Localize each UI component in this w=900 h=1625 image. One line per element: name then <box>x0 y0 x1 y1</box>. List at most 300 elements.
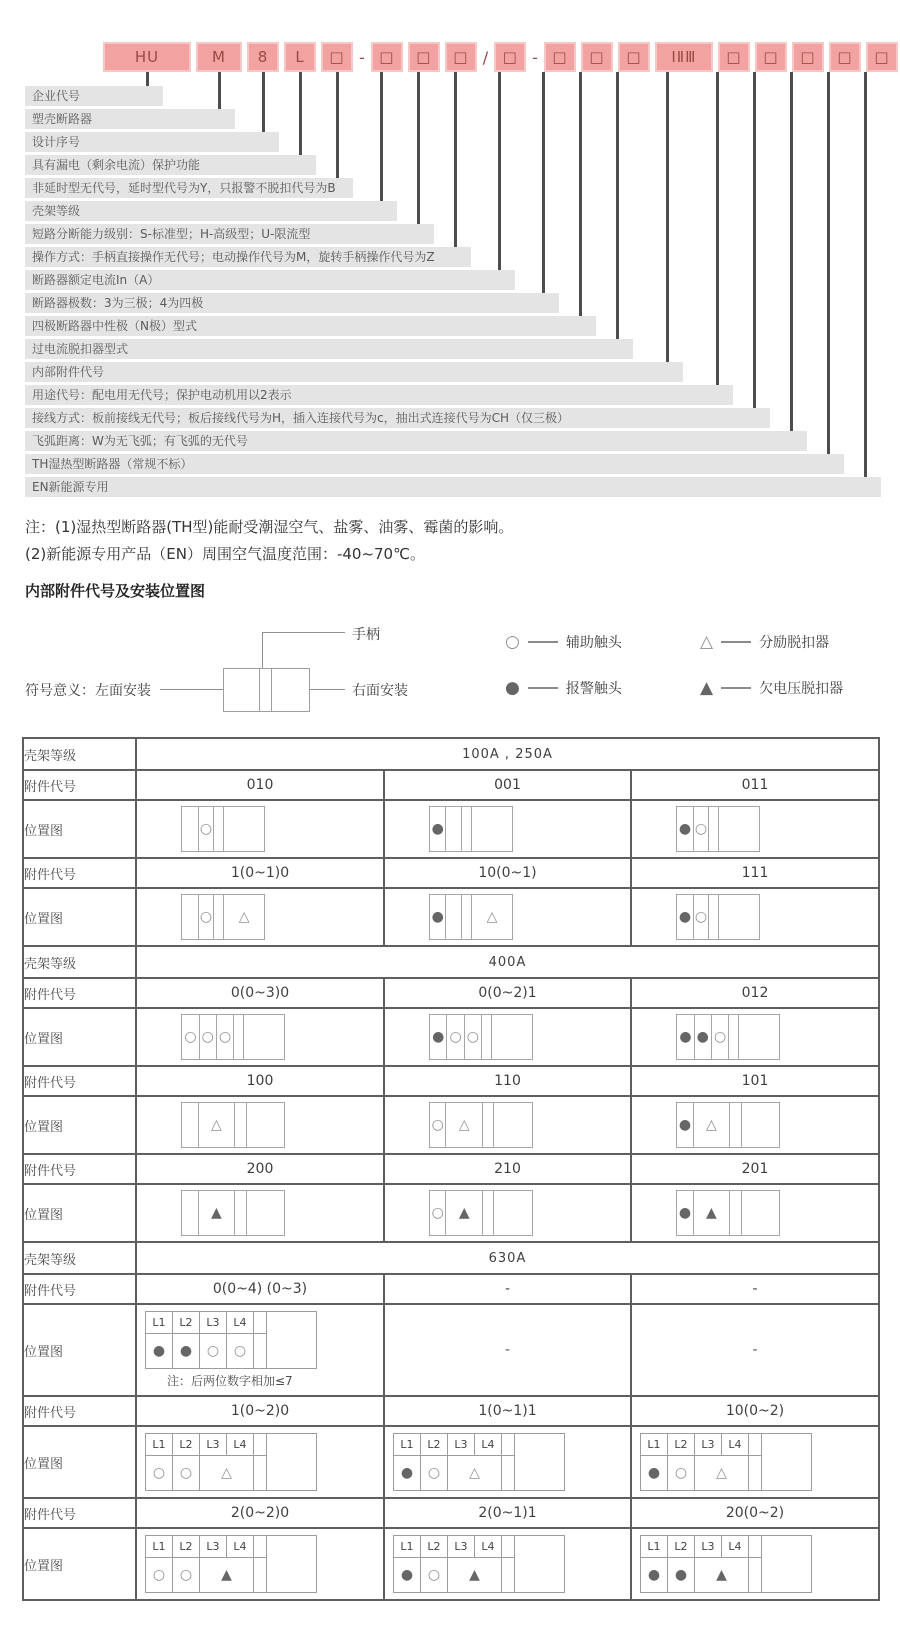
accessory-code-row <box>23 1154 879 1184</box>
alarm-contact-icon: ● <box>696 1029 709 1045</box>
diagram-compartment <box>247 1191 285 1235</box>
position-diagram <box>429 894 513 940</box>
diagram-compartment <box>235 1191 246 1235</box>
pole-body-cell <box>173 1558 200 1592</box>
diagram-compartment <box>447 1015 464 1059</box>
model-code-box: □ <box>494 42 526 72</box>
model-code-separator: / <box>482 47 489 67</box>
pole-body-cell-span <box>695 1456 749 1490</box>
shunt-release-icon: △ <box>706 1117 717 1133</box>
frame-level-value: 400A <box>136 946 879 978</box>
position-diagram-row <box>23 888 879 946</box>
pole-header-cell: L2 <box>173 1434 200 1456</box>
diagram-compartment <box>182 807 198 851</box>
auxiliary-contact-icon: ○ <box>184 1029 197 1045</box>
segment-label: TH湿热型断路器（常规不标） <box>25 454 844 474</box>
position-diagram <box>181 1014 285 1060</box>
alarm-contact-icon: ● <box>678 1205 692 1221</box>
accessory-code-row <box>23 770 879 800</box>
pole-body-cell <box>146 1456 173 1490</box>
diagram-compartment <box>677 895 693 939</box>
segment-label: 设计序号 <box>25 132 279 152</box>
breaker-handle-slot <box>260 669 272 711</box>
breaker-outline <box>640 1535 812 1593</box>
position-diagram-row <box>23 1528 879 1600</box>
auxiliary-contact-icon: ○ <box>179 1567 193 1583</box>
position-grid-diagram <box>393 1433 565 1491</box>
position-diagram <box>429 1014 533 1060</box>
legend-dash <box>528 687 558 689</box>
left-connector-line <box>160 689 223 690</box>
undervoltage-release-icon: ▲ <box>211 1205 222 1221</box>
pole-header-cell-narrow <box>749 1536 762 1558</box>
pole-header-cell: L3 <box>448 1536 475 1558</box>
handle-label: 手柄 <box>352 627 380 643</box>
row-header-position: 位置图 <box>23 1096 136 1154</box>
position-diagram-cell <box>631 1426 879 1498</box>
position-diagram <box>429 1102 533 1148</box>
accessory-code-value: 201 <box>631 1154 879 1184</box>
position-diagram-row <box>23 800 879 858</box>
diagram-compartment <box>483 1191 494 1235</box>
diagram-compartment <box>709 807 719 851</box>
position-diagram <box>181 1190 285 1236</box>
model-code-separator: - <box>359 47 365 67</box>
breaker-empty-area <box>515 1434 564 1490</box>
diagram-compartment <box>430 1015 447 1059</box>
legend-item-label: 辅助触头 <box>565 635 622 651</box>
right-connector-line <box>310 689 345 690</box>
alarm-contact-icon: ● <box>647 1567 661 1583</box>
position-diagram <box>676 1190 780 1236</box>
position-diagram-cell <box>384 1426 631 1498</box>
connector-line <box>454 72 457 247</box>
pole-grid <box>146 1434 267 1490</box>
diagram-compartment <box>712 1015 729 1059</box>
model-code-box: □ <box>408 42 440 72</box>
diagram-compartment <box>200 1015 217 1059</box>
pole-body-cell-narrow <box>749 1558 762 1592</box>
connector-line <box>864 72 867 477</box>
undervoltage-release-icon: ▲ <box>221 1567 232 1583</box>
pole-body-cell <box>668 1558 695 1592</box>
section-title: 内部附件代号及安装位置图 <box>25 582 206 600</box>
segment-label: 企业代号 <box>25 86 163 106</box>
pole-body-cell-narrow <box>749 1456 762 1490</box>
shunt-release-icon: △ <box>211 1117 222 1133</box>
diagram-compartment <box>199 1191 236 1235</box>
pole-body-cell <box>146 1558 173 1592</box>
segment-label: 四极断路器中性极（N极）型式 <box>25 316 596 336</box>
model-code-boxes-row <box>103 42 898 72</box>
accessory-code-value: 10(0~2) <box>631 1396 879 1426</box>
pole-header-cell: L4 <box>722 1434 749 1456</box>
pole-body-cell <box>421 1456 448 1490</box>
auxiliary-contact-icon: ○ <box>505 631 520 652</box>
legend-item-shunt-release <box>700 632 829 652</box>
pole-header-cell: L3 <box>200 1434 227 1456</box>
position-diagram-row <box>23 1008 879 1066</box>
alarm-contact-icon: ● <box>505 677 520 698</box>
segment-label: 断路器极数：3为三极；4为四极 <box>25 293 559 313</box>
diagram-compartment <box>709 895 719 939</box>
breaker-outline <box>145 1311 317 1369</box>
diagram-compartment <box>446 895 462 939</box>
auxiliary-contact-icon: ○ <box>152 1567 166 1583</box>
connector-line <box>542 72 545 293</box>
pole-header-cell-narrow <box>254 1536 267 1558</box>
breaker-empty-area <box>267 1312 316 1368</box>
diagram-compartment <box>742 1103 780 1147</box>
pole-header-cell: L1 <box>146 1536 173 1558</box>
row-header-accessory-code: 附件代号 <box>23 1154 136 1184</box>
accessory-code-row <box>23 1396 879 1426</box>
diagram-compartment <box>730 1103 741 1147</box>
segment-label: 塑壳断路器 <box>25 109 235 129</box>
alarm-contact-icon: ● <box>431 909 444 925</box>
auxiliary-contact-icon: ○ <box>427 1465 441 1481</box>
pole-body-cell-narrow <box>254 1334 267 1368</box>
grid-note: 注：后两位数字相加≤7 <box>167 1374 293 1388</box>
accessory-code-row <box>23 1066 879 1096</box>
diagram-compartment <box>494 1191 532 1235</box>
model-code-box: □ <box>321 42 353 72</box>
diagram-compartment <box>462 807 472 851</box>
breaker-empty-area <box>267 1434 316 1490</box>
position-diagram-cell <box>384 888 631 946</box>
pole-body-cell <box>394 1558 421 1592</box>
accessory-code-value: 210 <box>384 1154 631 1184</box>
legend-item-auxiliary-contact <box>505 632 622 652</box>
diagram-compartment <box>430 807 446 851</box>
position-diagram-cell-empty: - <box>384 1304 631 1396</box>
diagram-compartment <box>462 895 472 939</box>
model-code-box: □ <box>866 42 898 72</box>
connector-line <box>336 72 339 178</box>
connector-line <box>498 72 501 270</box>
alarm-contact-icon: ● <box>152 1343 166 1359</box>
pole-header-cell-narrow <box>254 1434 267 1456</box>
accessory-code-value: 001 <box>384 770 631 800</box>
pole-header-cell: L4 <box>227 1434 254 1456</box>
row-header-position: 位置图 <box>23 800 136 858</box>
accessory-code-value: 1(0~1)0 <box>136 858 384 888</box>
accessory-code-row <box>23 1498 879 1528</box>
breaker-empty-area <box>267 1536 316 1592</box>
accessory-code-value: 1(0~1)1 <box>384 1396 631 1426</box>
accessory-code-value: 110 <box>384 1066 631 1096</box>
pole-header-cell: L1 <box>641 1434 668 1456</box>
shunt-release-icon: △ <box>221 1465 232 1481</box>
frame-level-row <box>23 1242 879 1274</box>
pole-body-cell-narrow <box>502 1558 515 1592</box>
undervoltage-release-icon: ▲ <box>458 1205 470 1221</box>
diagram-compartment <box>483 1103 494 1147</box>
diagram-compartment <box>214 807 224 851</box>
alarm-contact-icon: ● <box>179 1343 193 1359</box>
position-diagram-cell <box>631 1184 879 1242</box>
position-diagram-row <box>23 1096 879 1154</box>
connector-line <box>262 72 265 132</box>
model-code-box: HU <box>103 42 191 72</box>
auxiliary-contact-icon: ○ <box>431 1205 444 1221</box>
shunt-release-icon: △ <box>469 1465 480 1481</box>
model-code-box: □ <box>544 42 576 72</box>
handle-connector-vertical <box>262 632 263 668</box>
diagram-compartment <box>224 807 264 851</box>
pole-grid <box>641 1536 762 1592</box>
pole-header-cell: L4 <box>227 1536 254 1558</box>
frame-level-row <box>23 738 879 770</box>
pole-header-cell: L1 <box>641 1536 668 1558</box>
diagram-compartment <box>719 807 759 851</box>
accessory-code-value: 20(0~2) <box>631 1498 879 1528</box>
auxiliary-contact-icon: ○ <box>199 909 213 925</box>
pole-header-cell: L1 <box>146 1434 173 1456</box>
pole-body-cell <box>421 1558 448 1592</box>
diagram-compartment <box>729 1015 739 1059</box>
pole-body-cell <box>173 1334 200 1368</box>
auxiliary-contact-icon: ○ <box>152 1465 166 1481</box>
position-diagram-cell <box>384 1096 631 1154</box>
auxiliary-contact-icon: ○ <box>233 1343 247 1359</box>
row-header-accessory-code: 附件代号 <box>23 978 136 1008</box>
position-diagram-cell <box>136 800 384 858</box>
segment-label: 具有漏电（剩余电流）保护功能 <box>25 155 316 175</box>
auxiliary-contact-icon: ○ <box>199 821 213 837</box>
position-diagram-cell <box>136 1096 384 1154</box>
diagram-compartment <box>235 1103 246 1147</box>
symbol-meaning-left-label: 符号意义：左面安装 <box>25 683 151 699</box>
undervoltage-release-icon: ▲ <box>716 1567 727 1583</box>
breaker-empty-area <box>762 1536 811 1592</box>
position-grid-diagram <box>145 1535 317 1593</box>
diagram-compartment <box>695 1015 712 1059</box>
diagram-compartment <box>482 1015 492 1059</box>
diagram-compartment <box>677 1103 693 1147</box>
accessory-code-value: 2(0~2)0 <box>136 1498 384 1528</box>
position-diagram <box>429 806 513 852</box>
row-header-frame-level: 壳架等级 <box>23 738 136 770</box>
pole-header-cell: L3 <box>448 1434 475 1456</box>
legend-item-label: 分励脱扣器 <box>759 635 830 651</box>
model-code-separator: - <box>532 47 538 67</box>
position-diagram-cell <box>384 1184 631 1242</box>
row-header-position: 位置图 <box>23 1184 136 1242</box>
position-grid-diagram <box>640 1535 812 1593</box>
position-diagram <box>181 1102 285 1148</box>
accessory-code-value: 200 <box>136 1154 384 1184</box>
diagram-compartment <box>694 807 710 851</box>
pole-body-cell-span <box>200 1456 254 1490</box>
accessory-code-value: 010 <box>136 770 384 800</box>
auxiliary-contact-icon: ○ <box>427 1567 441 1583</box>
segment-label: EN新能源专用 <box>25 477 881 497</box>
shunt-release-icon: △ <box>716 1465 727 1481</box>
accessory-code-value: 2(0~1)1 <box>384 1498 631 1528</box>
row-header-frame-level: 壳架等级 <box>23 946 136 978</box>
diagram-compartment <box>182 895 198 939</box>
shunt-release-icon: △ <box>458 1117 470 1133</box>
shunt-release-icon: △ <box>486 909 498 925</box>
pole-body-cell <box>668 1456 695 1490</box>
breaker-outline <box>640 1433 812 1491</box>
row-header-accessory-code: 附件代号 <box>23 858 136 888</box>
pole-body-cell-span <box>200 1558 254 1592</box>
pole-header-cell: L3 <box>200 1536 227 1558</box>
segment-label: 操作方式：手柄直接操作无代号；电动操作代号为M，旋转手柄操作代号为Z <box>25 247 471 267</box>
pole-header-cell: L2 <box>668 1434 695 1456</box>
auxiliary-contact-icon: ○ <box>449 1029 462 1045</box>
diagram-compartment <box>730 1191 741 1235</box>
diagram-compartment <box>199 1103 236 1147</box>
breaker-empty-area <box>762 1434 811 1490</box>
diagram-compartment <box>494 1103 532 1147</box>
pole-header-cell-narrow <box>502 1434 515 1456</box>
position-diagram <box>181 806 265 852</box>
pole-header-cell: L2 <box>421 1434 448 1456</box>
diagram-compartment <box>472 807 512 851</box>
diagram-compartment <box>199 895 215 939</box>
diagram-compartment <box>446 1103 483 1147</box>
accessory-code-value: 111 <box>631 858 879 888</box>
position-diagram-cell <box>631 1528 879 1600</box>
diagram-compartment <box>217 1015 234 1059</box>
position-grid-diagram <box>145 1311 317 1369</box>
model-code-box: M <box>196 42 242 72</box>
diagram-compartment <box>446 807 462 851</box>
position-diagram <box>676 894 760 940</box>
breaker-left-compartment <box>224 669 260 711</box>
diagram-compartment <box>677 1015 694 1059</box>
pole-grid <box>146 1312 267 1368</box>
row-header-accessory-code: 附件代号 <box>23 1066 136 1096</box>
connector-line <box>666 72 669 362</box>
accessory-code-row <box>23 978 879 1008</box>
segment-label: 过电流脱扣器型式 <box>25 339 633 359</box>
model-code-box: L <box>284 42 316 72</box>
connector-line <box>146 72 149 86</box>
pole-header-cell: L1 <box>394 1536 421 1558</box>
position-diagram-cell-empty: - <box>631 1304 879 1396</box>
segment-label: 非延时型无代号，延时型代号为Y，只报警不脱扣代号为B <box>25 178 353 198</box>
legend-item-alarm-contact <box>505 678 622 698</box>
pole-grid <box>394 1536 515 1592</box>
accessory-code-value: 10(0~1) <box>384 858 631 888</box>
pole-body-cell-span <box>448 1558 502 1592</box>
frame-level-row <box>23 946 879 978</box>
position-diagram-cell <box>631 1096 879 1154</box>
legend-item-label: 欠电压脱扣器 <box>759 681 844 697</box>
model-code-box: □ <box>581 42 613 72</box>
frame-level-value: 100A , 250A <box>136 738 879 770</box>
diagram-compartment <box>677 1191 693 1235</box>
breaker-right-compartment <box>272 669 309 711</box>
pole-body-cell <box>200 1334 227 1368</box>
model-code-box: 8 <box>247 42 279 72</box>
undervoltage-release-icon: ▲ <box>706 1205 717 1221</box>
pole-body-cell-span <box>695 1558 749 1592</box>
auxiliary-contact-icon: ○ <box>713 1029 727 1045</box>
breaker-outline <box>393 1433 565 1491</box>
pole-header-cell: L3 <box>695 1434 722 1456</box>
auxiliary-contact-icon: ○ <box>466 1029 480 1045</box>
diagram-compartment <box>694 1103 731 1147</box>
accessory-code-value: 012 <box>631 978 879 1008</box>
pole-body-cell-span <box>448 1456 502 1490</box>
pole-body-cell <box>394 1456 421 1490</box>
accessory-code-value: 011 <box>631 770 879 800</box>
segment-label: 接线方式：板前接线无代号；板后接线代号为H，插入连接代号为c，抽出式连接代号为CH（仅三极） <box>25 408 770 428</box>
breaker-outline <box>145 1535 317 1593</box>
pole-header-cell-narrow <box>749 1434 762 1456</box>
connector-line <box>218 72 221 109</box>
breaker-outline <box>145 1433 317 1491</box>
alarm-contact-icon: ● <box>678 909 692 925</box>
note-line-1: 注：(1)湿热型断路器(TH型)能耐受潮湿空气、盐雾、油雾、霉菌的影响。 <box>25 518 514 536</box>
pole-header-cell: L3 <box>695 1536 722 1558</box>
pole-header-cell: L2 <box>421 1536 448 1558</box>
alarm-contact-icon: ● <box>431 821 444 837</box>
accessory-code-value: - <box>631 1274 879 1304</box>
diagram-compartment <box>677 807 693 851</box>
legend <box>0 618 900 730</box>
segment-label: 飞弧距离：W为无飞弧；有飞弧的无代号 <box>25 431 807 451</box>
position-diagram <box>676 806 760 852</box>
position-diagram-row <box>23 1426 879 1498</box>
diagram-compartment <box>247 1103 285 1147</box>
row-header-position: 位置图 <box>23 1426 136 1498</box>
position-grid-diagram <box>393 1535 565 1593</box>
position-diagram-cell <box>631 1008 879 1066</box>
position-diagram-cell <box>631 800 879 858</box>
pole-header-cell: L4 <box>475 1536 502 1558</box>
position-diagram <box>181 894 265 940</box>
accessory-code-value: 100 <box>136 1066 384 1096</box>
handle-connector-horizontal <box>262 632 345 633</box>
pole-header-cell: L4 <box>475 1434 502 1456</box>
right-install-label: 右面安装 <box>352 683 408 699</box>
connector-line <box>827 72 830 454</box>
diagram-compartment <box>446 1191 483 1235</box>
model-code-box: □ <box>618 42 650 72</box>
pole-grid <box>146 1536 267 1592</box>
auxiliary-contact-icon: ○ <box>218 1029 232 1045</box>
diagram-compartment <box>224 895 264 939</box>
pole-header-cell: L1 <box>146 1312 173 1334</box>
segment-label: 壳架等级 <box>25 201 397 221</box>
diagram-compartment <box>430 1103 446 1147</box>
model-code-box: □ <box>829 42 861 72</box>
alarm-contact-icon: ● <box>432 1029 445 1045</box>
row-header-position: 位置图 <box>23 1528 136 1600</box>
pole-body-cell-narrow <box>502 1456 515 1490</box>
position-diagram-cell <box>136 1184 384 1242</box>
pole-header-cell: L2 <box>173 1312 200 1334</box>
undervoltage-release-icon: ▲ <box>469 1567 480 1583</box>
legend-item-undervoltage-release <box>700 678 843 698</box>
pole-header-cell-narrow <box>254 1312 267 1334</box>
breaker-outline-diagram <box>223 668 310 712</box>
pole-body-cell <box>146 1334 173 1368</box>
connector-line <box>790 72 793 431</box>
legend-dash <box>528 641 558 643</box>
diagram-compartment <box>694 1191 731 1235</box>
diagram-compartment <box>182 1103 198 1147</box>
pole-header-cell: L2 <box>173 1536 200 1558</box>
accessory-code-value: 0(0~2)1 <box>384 978 631 1008</box>
pole-header-cell: L1 <box>394 1434 421 1456</box>
